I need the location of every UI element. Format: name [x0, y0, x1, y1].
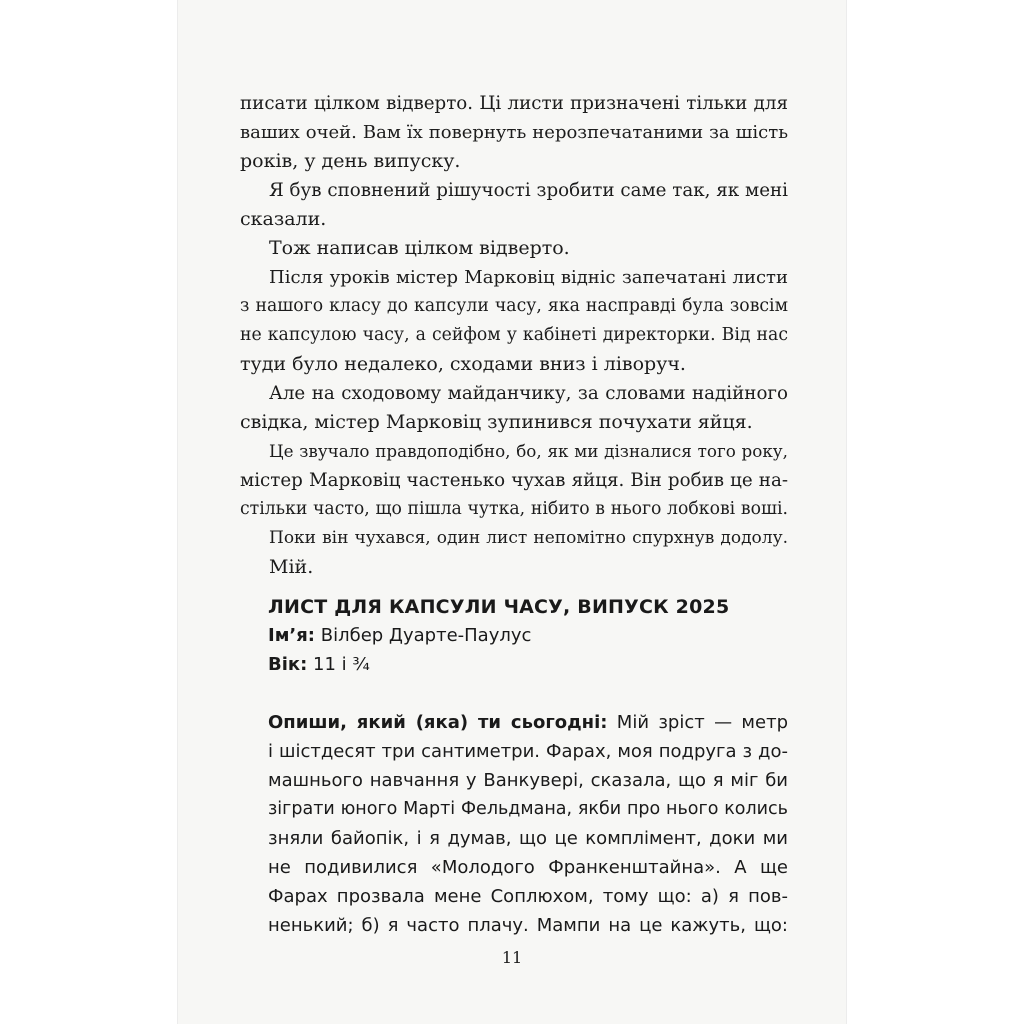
text-line: Мій. [269, 556, 314, 578]
name-value: Вілбер Дуарте-Паулус [315, 625, 532, 646]
text-line: ваших очей. Вам їх повернуть нерозпечатаними за шість [240, 122, 788, 143]
letter-heading: ЛИСТ ДЛЯ КАПСУЛИ ЧАСУ, ВИПУСК 2025 [268, 596, 730, 618]
age-field [268, 654, 738, 675]
name-label: Ім’я: [268, 625, 316, 646]
text-line: з нашого класу до капсули часу, яка насправді була зовсім [240, 296, 788, 316]
answer-line: машнього навчання у Ванкувері, сказала, що я міг би [268, 770, 788, 791]
text-line: писати цілком відверто. Ці листи призначені тільки для [240, 93, 788, 114]
answer-line: зняли байопік, і я думав, що це комплімент, доки ми [268, 828, 788, 849]
text-line: Тож написав цілком відверто. [269, 237, 570, 259]
question-label: Опиши, який (яка) ти сьогодні: [268, 712, 608, 733]
answer-line: ненький; б) я часто плачу. Мампи на це кажуть, що: [268, 915, 788, 936]
text-line: Це звучало правдоподібно, бо, як ми дізналися того року, [269, 441, 788, 461]
age-value: 11 і ¾ [307, 654, 370, 675]
text-line: стільки часто, що пішла чутка, нібито в нього лобкові воші. [240, 499, 788, 519]
text-line: містер Марковіц частенько чухав яйця. Він робив це на- [240, 470, 788, 491]
answer-line: не подивилися «Молодого Франкенштайна». А ще [268, 857, 788, 878]
answer-first: Мій зріст — метр [607, 712, 788, 733]
age-label: Вік: [268, 654, 308, 675]
name-field [268, 625, 738, 646]
text-line: свідка, містер Марковіц зупинився почухати яйця. [240, 411, 753, 433]
answer-line: зіграти юного Марті Фельдмана, якби про нього колись [268, 799, 788, 819]
page-number: 11 [501, 948, 523, 967]
text-line: не капсулою часу, а сейфом у кабінеті директорки. Від нас [240, 325, 788, 345]
question-line [268, 712, 788, 733]
text-line: років, у день випуску. [240, 150, 461, 172]
answer-line: Фарах прозвала мене Соплюхом, тому що: а) я пов- [268, 886, 788, 907]
text-line: Після уроків містер Марковіц відніс запечатані листи [269, 267, 788, 288]
text-line: сказали. [240, 208, 327, 230]
text-line: Поки він чухався, один лист непомітно спурхнув додолу. [269, 528, 788, 548]
text-line: Але на сходовому майданчику, за словами надійного [269, 383, 788, 404]
answer-line: і шістдесят три сантиметри. Фарах, моя подруга з до- [268, 741, 788, 762]
text-line: туди було недалеко, сходами вниз і ліворуч. [240, 353, 686, 375]
text-line: Я був сповнений рішучості зробити саме так, як мені [269, 180, 788, 201]
